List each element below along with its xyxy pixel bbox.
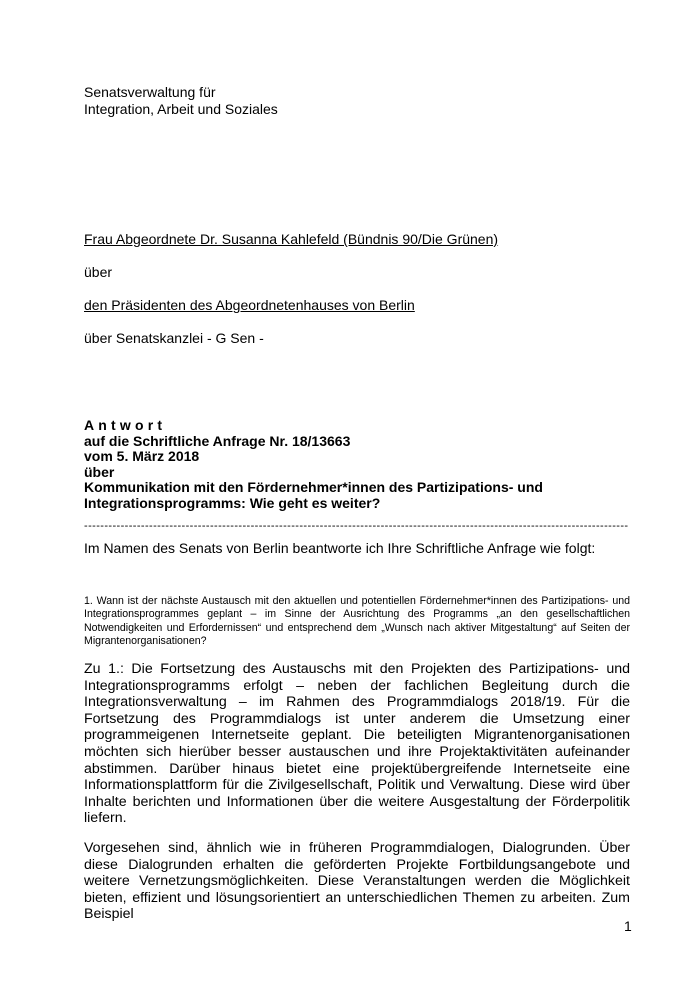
answer-header xyxy=(84,418,644,512)
question-1: 1. Wann ist der nächste Austausch mit den aktuellen und potentiellen Fördernehmer*innen des Partizipations- und Integrationsprogrammes geplant – im Sinne der Ausrichtung des Programms „an den gesellschaftlichen Notwendigkeiten und Erfordernissen“ und entsprechend dem „Wunsch nach aktiver Mitgestaltung“ auf Seiten der Migrantenorganisationen? xyxy=(84,595,630,648)
separator-line: -------------------------------------------------------------------------------------------------------------------------------------- xyxy=(84,520,629,532)
intro-sentence: Im Namen des Senats von Berlin beantworte ich Ihre Schriftliche Anfrage wie folgt: xyxy=(84,540,596,556)
answer-1-paragraph-1: Zu 1.: Die Fortsetzung des Austauschs mit den Projekten des Partizipations- und Integrationsprogramms erfolgt – neben der fachlichen Begleitung durch die Integrationsverwaltung – im Rahmen des Programmdialogs 2018/19. Für die Fortsetzung des Programmdialogs ist unter anderem die Umsetzung einer programmeigenen Internetseite geplant. Die beteiligten Migrantenorganisationen möchten sich hierüber besser austauschen und ihre Projektaktivitäten aufeinander abstimmen. Darüber hinaus bietet eine projektübergreifende Internetseite eine Informationsplattform für die Zivilgesellschaft, Politik und Verwaltung. Diese wird über Inhalte berichten und Informationen über die weitere Ausgestaltung der Förderpolitik liefern. xyxy=(84,661,630,827)
inquiry-number: auf die Schriftliche Anfrage Nr. 18/13663 xyxy=(84,432,351,449)
inquiry-subject: Kommunikation mit den Fördernehmer*innen des Partizipations- und Integrationsprogramms: Wie geht es weiter? xyxy=(84,479,543,511)
via-line-2: über Senatskanzlei - G Sen - xyxy=(84,330,264,346)
about-line: über xyxy=(84,463,115,480)
sender-block xyxy=(84,84,278,117)
sender-line-1: Senatsverwaltung für xyxy=(84,84,216,100)
page-number: 1 xyxy=(624,918,632,934)
via-line-1: über xyxy=(84,264,113,280)
president-line: den Präsidenten des Abgeordnetenhauses von Berlin xyxy=(84,297,415,313)
recipient-line: Frau Abgeordnete Dr. Susanna Kahlefeld (Bündnis 90/Die Grünen) xyxy=(84,231,499,247)
answer-1-paragraph-2: Vorgesehen sind, ähnlich wie in früheren Programmdialogen, Dialogrunden. Über diese Dialogrunden erhalten die geförderten Projekte Fortbildungsangebote und weitere Vernetzungsmöglichkeiten. Diese Veranstaltungen werden die Möglichkeit bieten, effizient und lösungsorientiert an unterschiedlichen Themen zu arbeiten. Zum Beispiel xyxy=(84,840,630,923)
sender-line-2: Integration, Arbeit und Soziales xyxy=(84,100,278,117)
answer-title: Antwort xyxy=(84,417,167,433)
inquiry-date: vom 5. März 2018 xyxy=(84,448,200,465)
